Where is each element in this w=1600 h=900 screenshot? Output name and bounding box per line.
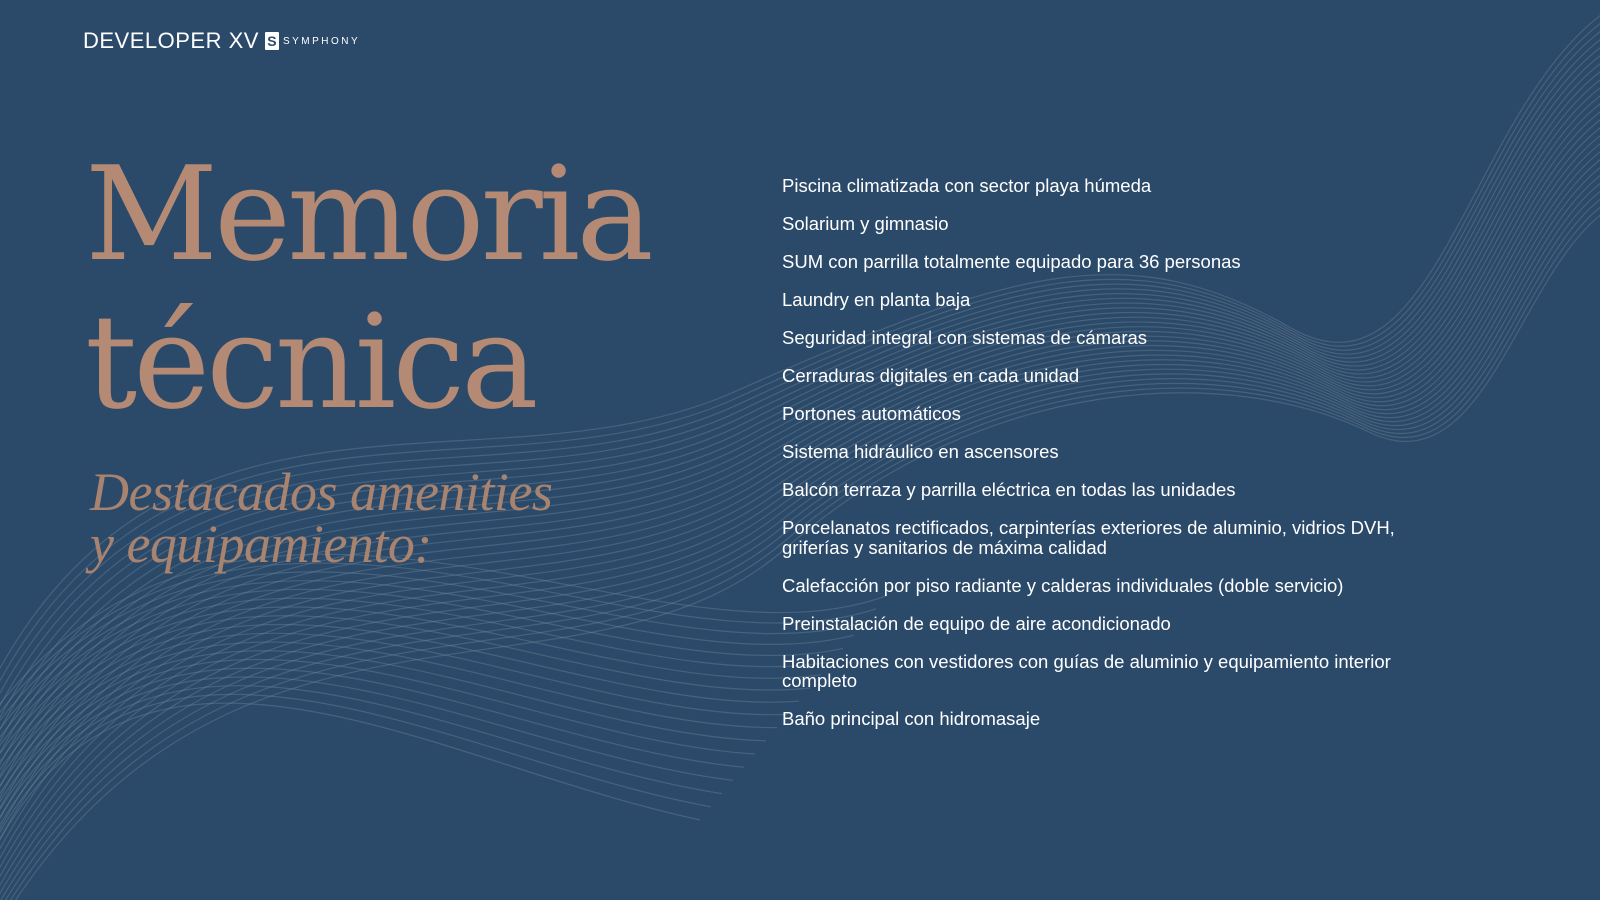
brand-subtitle: SYMPHONY [282,35,361,47]
wave-line [0,677,733,854]
wave-line [0,633,788,809]
subtitle-line-1: Destacados amenities [90,462,553,522]
symphony-logo-icon: S [265,32,279,50]
page-title [85,140,650,436]
wave-line [0,607,821,783]
amenity-item: Calefacción por piso radiante y calderas individuales (doble servicio) [782,574,1344,596]
wave-line [0,616,810,792]
amenity-item: Portones automáticos [782,403,961,424]
amenity-item: Balcón terraza y parrilla eléctrica en todas las unidades [782,479,1236,500]
amenity-item: Sistema hidráulico en ascensores [782,441,1059,462]
amenity-item: Habitaciones con vestidores con guías de aluminio y equipamiento interior completo [782,650,1391,691]
section-subtitle [90,462,553,574]
brand-name: DEVELOPER XV [83,28,259,53]
amenity-item: Laundry en planta baja [782,289,971,310]
wave-line [0,554,887,730]
wave-line [0,651,766,827]
amenity-item: Preinstalación de equipo de aire acondicionado [782,612,1171,634]
wave-line [0,659,755,836]
wave-line [0,686,722,863]
wave-line [0,589,843,765]
wave-line [0,642,777,818]
amenity-item: Baño principal con hidromasaje [782,708,1041,729]
title-line-1: Memoria [85,138,650,290]
amenity-item: Seguridad integral con sistemas de cámaras [782,327,1148,348]
title-line-2: técnica [85,286,535,438]
wave-line [0,563,876,739]
wave-line [0,624,799,800]
brand-header [83,29,360,53]
amenity-item: Piscina climatizada con sector playa húmeda [782,175,1152,196]
amenity-item: Solarium y gimnasio [782,213,949,234]
wave-line [0,703,700,880]
wave-line [0,598,832,774]
amenity-item: SUM con parrilla totalmente equipado para 36 personas [782,251,1241,272]
wave-line [0,572,865,748]
amenity-item: Cerraduras digitales en cada unidad [782,365,1080,386]
wave-line [0,581,854,757]
subtitle-line-2: y equipamiento: [90,514,432,574]
wave-line [0,694,711,871]
wave-line [0,668,744,845]
amenity-item: Porcelanatos rectificados, carpinterías exteriores de aluminio, vidrios DVH, griferías y sanitarios de máxima calidad [782,517,1395,558]
amenities-list [782,176,1442,747]
